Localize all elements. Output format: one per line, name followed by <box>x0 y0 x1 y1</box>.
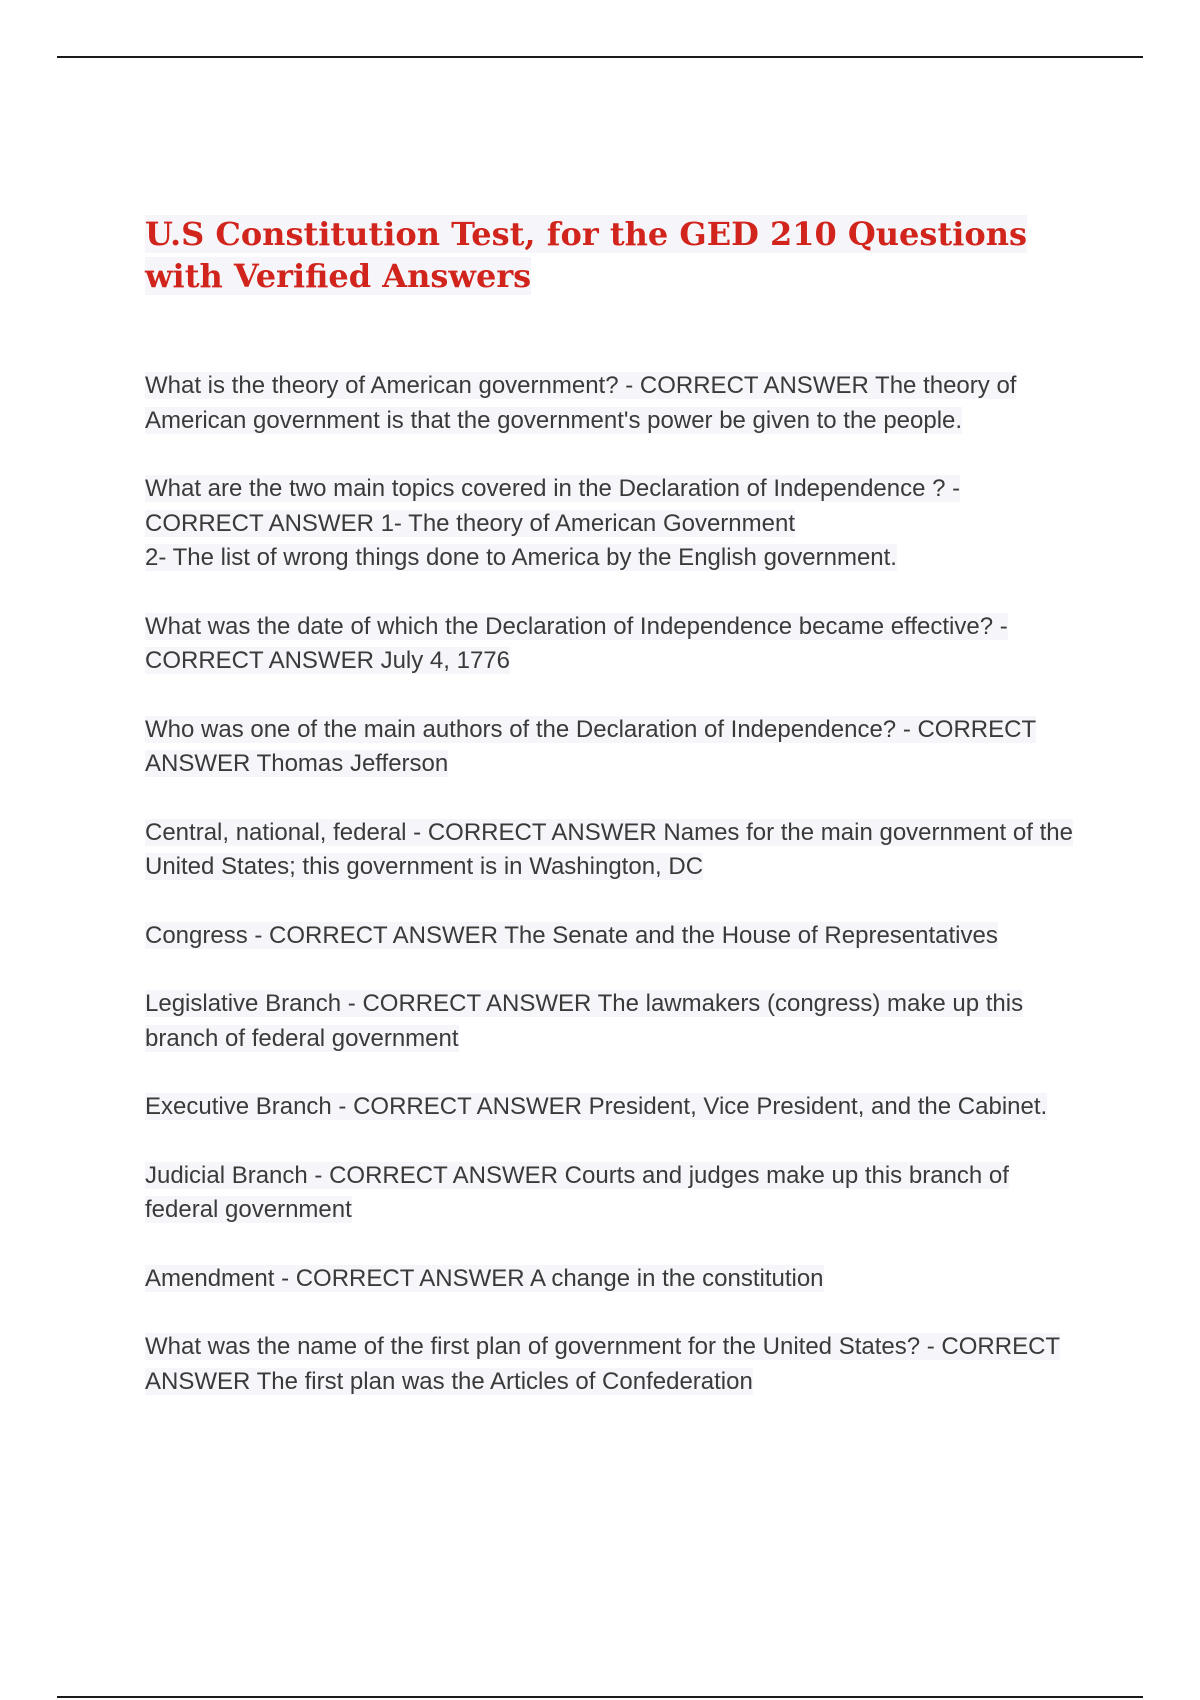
qa-item <box>145 1330 1085 1399</box>
qa-item-text: Central, national, federal - CORRECT ANSWER Names for the main government of the United States; this government is in Washington, DC <box>145 818 1073 880</box>
qa-item-text: What is the theory of American government? - CORRECT ANSWER The theory of American government is that the government's power be given to the people. <box>145 372 1017 434</box>
qa-item-text: What was the date of which the Declaration of Independence became effective? - CORRECT ANSWER July 4, 1776 <box>145 612 1008 674</box>
qa-item-text: Amendment - CORRECT ANSWER A change in the constitution <box>145 1264 824 1292</box>
qa-item <box>145 713 1085 782</box>
qa-item-text: Judicial Branch - CORRECT ANSWER Courts and judges make up this branch of federal government <box>145 1161 1009 1223</box>
footer-rule <box>57 1696 1143 1698</box>
qa-item <box>145 816 1085 885</box>
header-rule <box>57 56 1143 58</box>
qa-item <box>145 369 1085 438</box>
document-body <box>145 213 1085 1433</box>
qa-item-text: Who was one of the main authors of the Declaration of Independence? - CORRECT ANSWER Thomas Jefferson <box>145 715 1037 777</box>
document-title <box>145 213 1085 297</box>
document-title-text: U.S Constitution Test, for the GED 210 Questions with Verified Answers <box>145 215 1027 295</box>
qa-item-text: What are the two main topics covered in the Declaration of Independence ? - CORRECT ANSWER 1- The theory of American Government 2- The list of wrong things done to America by the English government. <box>145 475 961 571</box>
qa-item <box>145 610 1085 679</box>
qa-item-text: Congress - CORRECT ANSWER The Senate and the House of Representatives <box>145 921 998 949</box>
qa-item <box>145 987 1085 1056</box>
qa-item <box>145 472 1085 576</box>
qa-item <box>145 919 1085 954</box>
qa-item <box>145 1262 1085 1297</box>
qa-item <box>145 1159 1085 1228</box>
qa-item-text: Legislative Branch - CORRECT ANSWER The lawmakers (congress) make up this branch of federal government <box>145 990 1024 1052</box>
qa-item <box>145 1090 1085 1125</box>
qa-item-text: Executive Branch - CORRECT ANSWER President, Vice President, and the Cabinet. <box>145 1093 1048 1120</box>
qa-item-text: What was the name of the first plan of government for the United States? - CORRECT ANSWER The first plan was the Articles of Confederation <box>145 1333 1061 1395</box>
